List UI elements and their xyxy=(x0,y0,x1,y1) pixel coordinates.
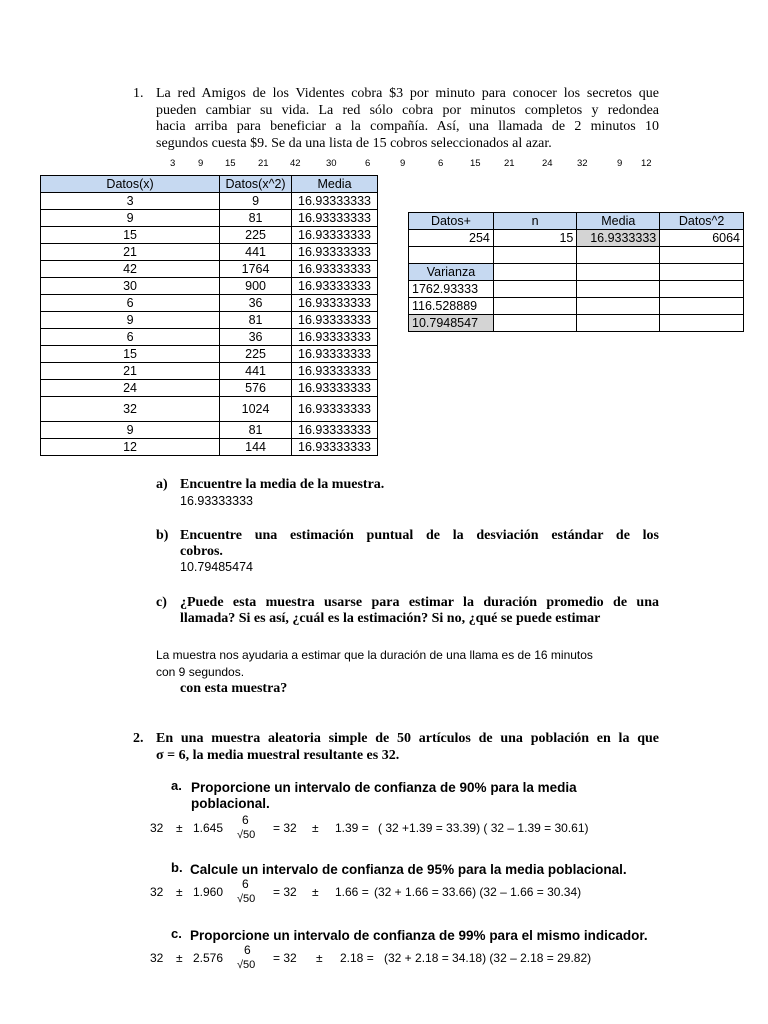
column-header: Datos+ xyxy=(409,213,494,230)
table-cell: 225 xyxy=(220,227,292,244)
equals-mean: = 32 xyxy=(273,951,297,965)
part-a-question: Proporcione un intervalo de confianza de 90% para la media xyxy=(191,780,577,795)
table-cell: 21 xyxy=(41,363,220,380)
table-cell: 6 xyxy=(41,295,220,312)
table-row xyxy=(41,295,378,312)
table-cell: 3 xyxy=(41,193,220,210)
table-cell: 16.93333333 xyxy=(292,397,378,422)
table-cell: 6 xyxy=(41,329,220,346)
table-cell: 254 xyxy=(409,230,494,247)
cobro-value: 12 xyxy=(641,158,652,169)
question-b-label: b) xyxy=(156,528,169,543)
sample-mean: 32 xyxy=(150,951,164,965)
table-row xyxy=(41,210,378,227)
table-cell: 15 xyxy=(493,230,576,247)
table-cell xyxy=(660,247,744,264)
problem-2-line: En una muestra aleatoria simple de 50 artículos de una población en la que xyxy=(156,731,659,746)
z-value: 1.645 xyxy=(193,821,224,835)
equals-mean: = 32 xyxy=(273,885,297,899)
table-cell: 1764 xyxy=(220,261,292,278)
cobro-value: 15 xyxy=(225,158,236,169)
table-row xyxy=(41,227,378,244)
table-row xyxy=(41,329,378,346)
table-row xyxy=(41,397,378,422)
plus-minus: ± xyxy=(312,885,319,899)
table-cell: 441 xyxy=(220,244,292,261)
data-table xyxy=(40,175,378,456)
table-cell: 900 xyxy=(220,278,292,295)
table-row xyxy=(41,439,378,456)
table-row xyxy=(41,261,378,278)
table-cell xyxy=(493,247,576,264)
equals-mean: = 32 xyxy=(273,821,297,835)
table-cell xyxy=(577,298,660,315)
table-cell: 16.93333333 xyxy=(292,439,378,456)
cobro-value: 42 xyxy=(290,158,301,169)
statement-line: segundos cuesta $9. Se da una lista de 15 cobros seleccionados al azar. xyxy=(156,135,552,151)
problem-1-number: 1. xyxy=(133,86,144,101)
table-cell: 16.93333333 xyxy=(292,295,378,312)
interval-formula-c xyxy=(0,942,768,982)
z-value: 1.960 xyxy=(193,885,224,899)
table-cell: 9 xyxy=(220,193,292,210)
plus-minus: ± xyxy=(312,821,319,835)
column-header: Media xyxy=(292,176,378,193)
table-cell xyxy=(660,315,744,332)
part-a-label: a. xyxy=(171,778,182,793)
table-cell: 16.9333333 xyxy=(577,230,660,247)
question-c-line: con esta muestra? xyxy=(180,681,288,696)
table-cell: 116.528889 xyxy=(409,298,494,315)
table-cell: 42 xyxy=(41,261,220,278)
table-cell: 16.93333333 xyxy=(292,193,378,210)
table-cell: 441 xyxy=(220,363,292,380)
table-row xyxy=(41,380,378,397)
sample-mean: 32 xyxy=(150,821,164,835)
varianza-header-row xyxy=(409,264,744,281)
cobro-value: 15 xyxy=(470,158,481,169)
cobro-value: 6 xyxy=(365,158,371,169)
question-a-label: a) xyxy=(156,477,168,492)
interval-result: ( 32 +1.39 = 33.39) ( 32 – 1.39 = 30.61) xyxy=(378,821,589,835)
table-cell: 225 xyxy=(220,346,292,363)
table-cell: 9 xyxy=(41,210,220,227)
problem-1-statement xyxy=(156,86,659,152)
cobro-value: 6 xyxy=(438,158,444,169)
table-cell: 16.93333333 xyxy=(292,261,378,278)
table-cell: 12 xyxy=(41,439,220,456)
question-b-line: Encuentre una estimación puntual de la desviación estándar de los xyxy=(180,528,659,543)
table-cell: 21 xyxy=(41,244,220,261)
table-cell: 16.93333333 xyxy=(292,422,378,439)
summary-table xyxy=(408,212,744,332)
problem-2-line: σ = 6, la media muestral resultante es 32. xyxy=(156,748,400,763)
column-header: Datos^2 xyxy=(660,213,744,230)
table-cell xyxy=(493,264,576,281)
cobro-value: 24 xyxy=(542,158,553,169)
plus-minus: ± xyxy=(176,885,183,899)
table-cell: 16.93333333 xyxy=(292,244,378,261)
statement-line: pueden cambiar su vida. La red sólo cobra por minutos completos y redondea xyxy=(156,102,659,118)
sigma-numerator: 6 xyxy=(242,877,249,891)
table-row xyxy=(41,244,378,261)
interval-formula-a xyxy=(0,810,768,850)
cobro-value: 9 xyxy=(400,158,406,169)
table-cell: 16.93333333 xyxy=(292,278,378,295)
question-b-answer: 10.79485474 xyxy=(180,560,253,574)
table-cell xyxy=(493,281,576,298)
cobro-value: 21 xyxy=(258,158,269,169)
summary-values-row xyxy=(409,230,744,247)
part-a-question: poblacional. xyxy=(191,796,270,811)
interval-result: (32 + 2.18 = 34.18) (32 – 2.18 = 29.82) xyxy=(384,951,592,965)
column-header: Media xyxy=(577,213,660,230)
cobro-value: 30 xyxy=(326,158,337,169)
varianza-row xyxy=(409,315,744,332)
table-row xyxy=(41,312,378,329)
table-cell xyxy=(577,264,660,281)
table-cell: 16.93333333 xyxy=(292,210,378,227)
part-b-question: Calcule un intervalo de confianza de 95% para la media poblacional. xyxy=(190,862,627,877)
table-cell: 6064 xyxy=(660,230,744,247)
question-c-line: llamada? Si es así, ¿cuál es la estimación? Si no, ¿qué se puede estimar xyxy=(180,611,601,626)
cobro-value: 3 xyxy=(170,158,176,169)
question-b-line: cobros. xyxy=(180,544,223,559)
margin-of-error: 2.18 = xyxy=(340,951,374,965)
varianza-row xyxy=(409,298,744,315)
table-cell: 15 xyxy=(41,346,220,363)
sigma-numerator: 6 xyxy=(244,943,251,957)
question-c-answer: La muestra nos ayudaria a estimar que la duración de una llama es de 16 minutos xyxy=(156,648,593,662)
problem-2-number: 2. xyxy=(133,731,144,746)
column-header: Datos(x^2) xyxy=(220,176,292,193)
varianza-label: Varianza xyxy=(409,264,494,281)
column-header: Datos(x) xyxy=(41,176,220,193)
cobro-value: 21 xyxy=(504,158,515,169)
table-cell: 81 xyxy=(220,422,292,439)
table-row xyxy=(41,363,378,380)
part-c-question: Proporcione un intervalo de confianza de 99% para el mismo indicador. xyxy=(190,928,648,943)
table-row xyxy=(41,346,378,363)
table-cell: 24 xyxy=(41,380,220,397)
cobros-list xyxy=(0,158,768,172)
sigma-numerator: 6 xyxy=(242,813,249,827)
margin-of-error: 1.66 = xyxy=(335,885,369,899)
summary-header-row xyxy=(409,213,744,230)
table-cell: 36 xyxy=(220,329,292,346)
data-table-header xyxy=(41,176,378,193)
z-value: 2.576 xyxy=(193,951,224,965)
summary-empty-row xyxy=(409,247,744,264)
varianza-row xyxy=(409,281,744,298)
sqrt-denominator: √50 xyxy=(237,959,256,971)
table-cell: 9 xyxy=(41,422,220,439)
table-row xyxy=(41,422,378,439)
part-c-label: c. xyxy=(171,926,182,941)
table-cell: 144 xyxy=(220,439,292,456)
table-cell xyxy=(577,281,660,298)
part-b-label: b. xyxy=(171,860,183,875)
table-cell: 81 xyxy=(220,312,292,329)
statement-line: La red Amigos de los Videntes cobra $3 por minuto para conocer los secretos que xyxy=(156,86,659,101)
question-a-text: Encuentre la media de la muestra. xyxy=(180,477,385,492)
interval-formula-b xyxy=(0,875,768,915)
table-cell: 16.93333333 xyxy=(292,363,378,380)
question-c-line: ¿Puede esta muestra usarse para estimar la duración promedio de una xyxy=(180,595,659,610)
table-cell: 16.93333333 xyxy=(292,329,378,346)
plus-minus: ± xyxy=(176,951,183,965)
table-cell xyxy=(493,298,576,315)
table-row xyxy=(41,278,378,295)
table-row xyxy=(41,193,378,210)
cobro-value: 32 xyxy=(577,158,588,169)
sqrt-denominator: √50 xyxy=(237,829,256,841)
table-cell: 16.93333333 xyxy=(292,312,378,329)
cobro-value: 9 xyxy=(198,158,204,169)
column-header: n xyxy=(493,213,576,230)
table-cell xyxy=(660,264,744,281)
table-cell: 9 xyxy=(41,312,220,329)
plus-minus: ± xyxy=(316,951,323,965)
table-cell xyxy=(409,247,494,264)
table-cell: 32 xyxy=(41,397,220,422)
table-cell: 16.93333333 xyxy=(292,380,378,397)
table-cell: 1024 xyxy=(220,397,292,422)
table-cell: 576 xyxy=(220,380,292,397)
table-cell xyxy=(577,247,660,264)
statement-line: hacia arriba para beneficiar a la compañía. Así, una llamada de 2 minutos 10 xyxy=(156,119,659,134)
table-cell: 10.7948547 xyxy=(409,315,494,332)
table-cell: 15 xyxy=(41,227,220,244)
table-cell xyxy=(660,281,744,298)
question-c-answer: con 9 segundos. xyxy=(156,665,245,679)
table-cell xyxy=(493,315,576,332)
table-cell: 16.93333333 xyxy=(292,346,378,363)
cobro-value: 9 xyxy=(617,158,623,169)
interval-result: (32 + 1.66 = 33.66) (32 – 1.66 = 30.34) xyxy=(374,885,582,899)
sample-mean: 32 xyxy=(150,885,164,899)
question-c-label: c) xyxy=(156,595,167,610)
table-cell: 30 xyxy=(41,278,220,295)
table-cell xyxy=(577,315,660,332)
sqrt-denominator: √50 xyxy=(237,893,256,905)
table-cell: 1762.93333 xyxy=(409,281,494,298)
plus-minus: ± xyxy=(176,821,183,835)
table-cell xyxy=(660,298,744,315)
question-a-answer: 16.93333333 xyxy=(180,494,253,508)
table-cell: 16.93333333 xyxy=(292,227,378,244)
table-cell: 36 xyxy=(220,295,292,312)
table-cell: 81 xyxy=(220,210,292,227)
margin-of-error: 1.39 = xyxy=(335,821,369,835)
